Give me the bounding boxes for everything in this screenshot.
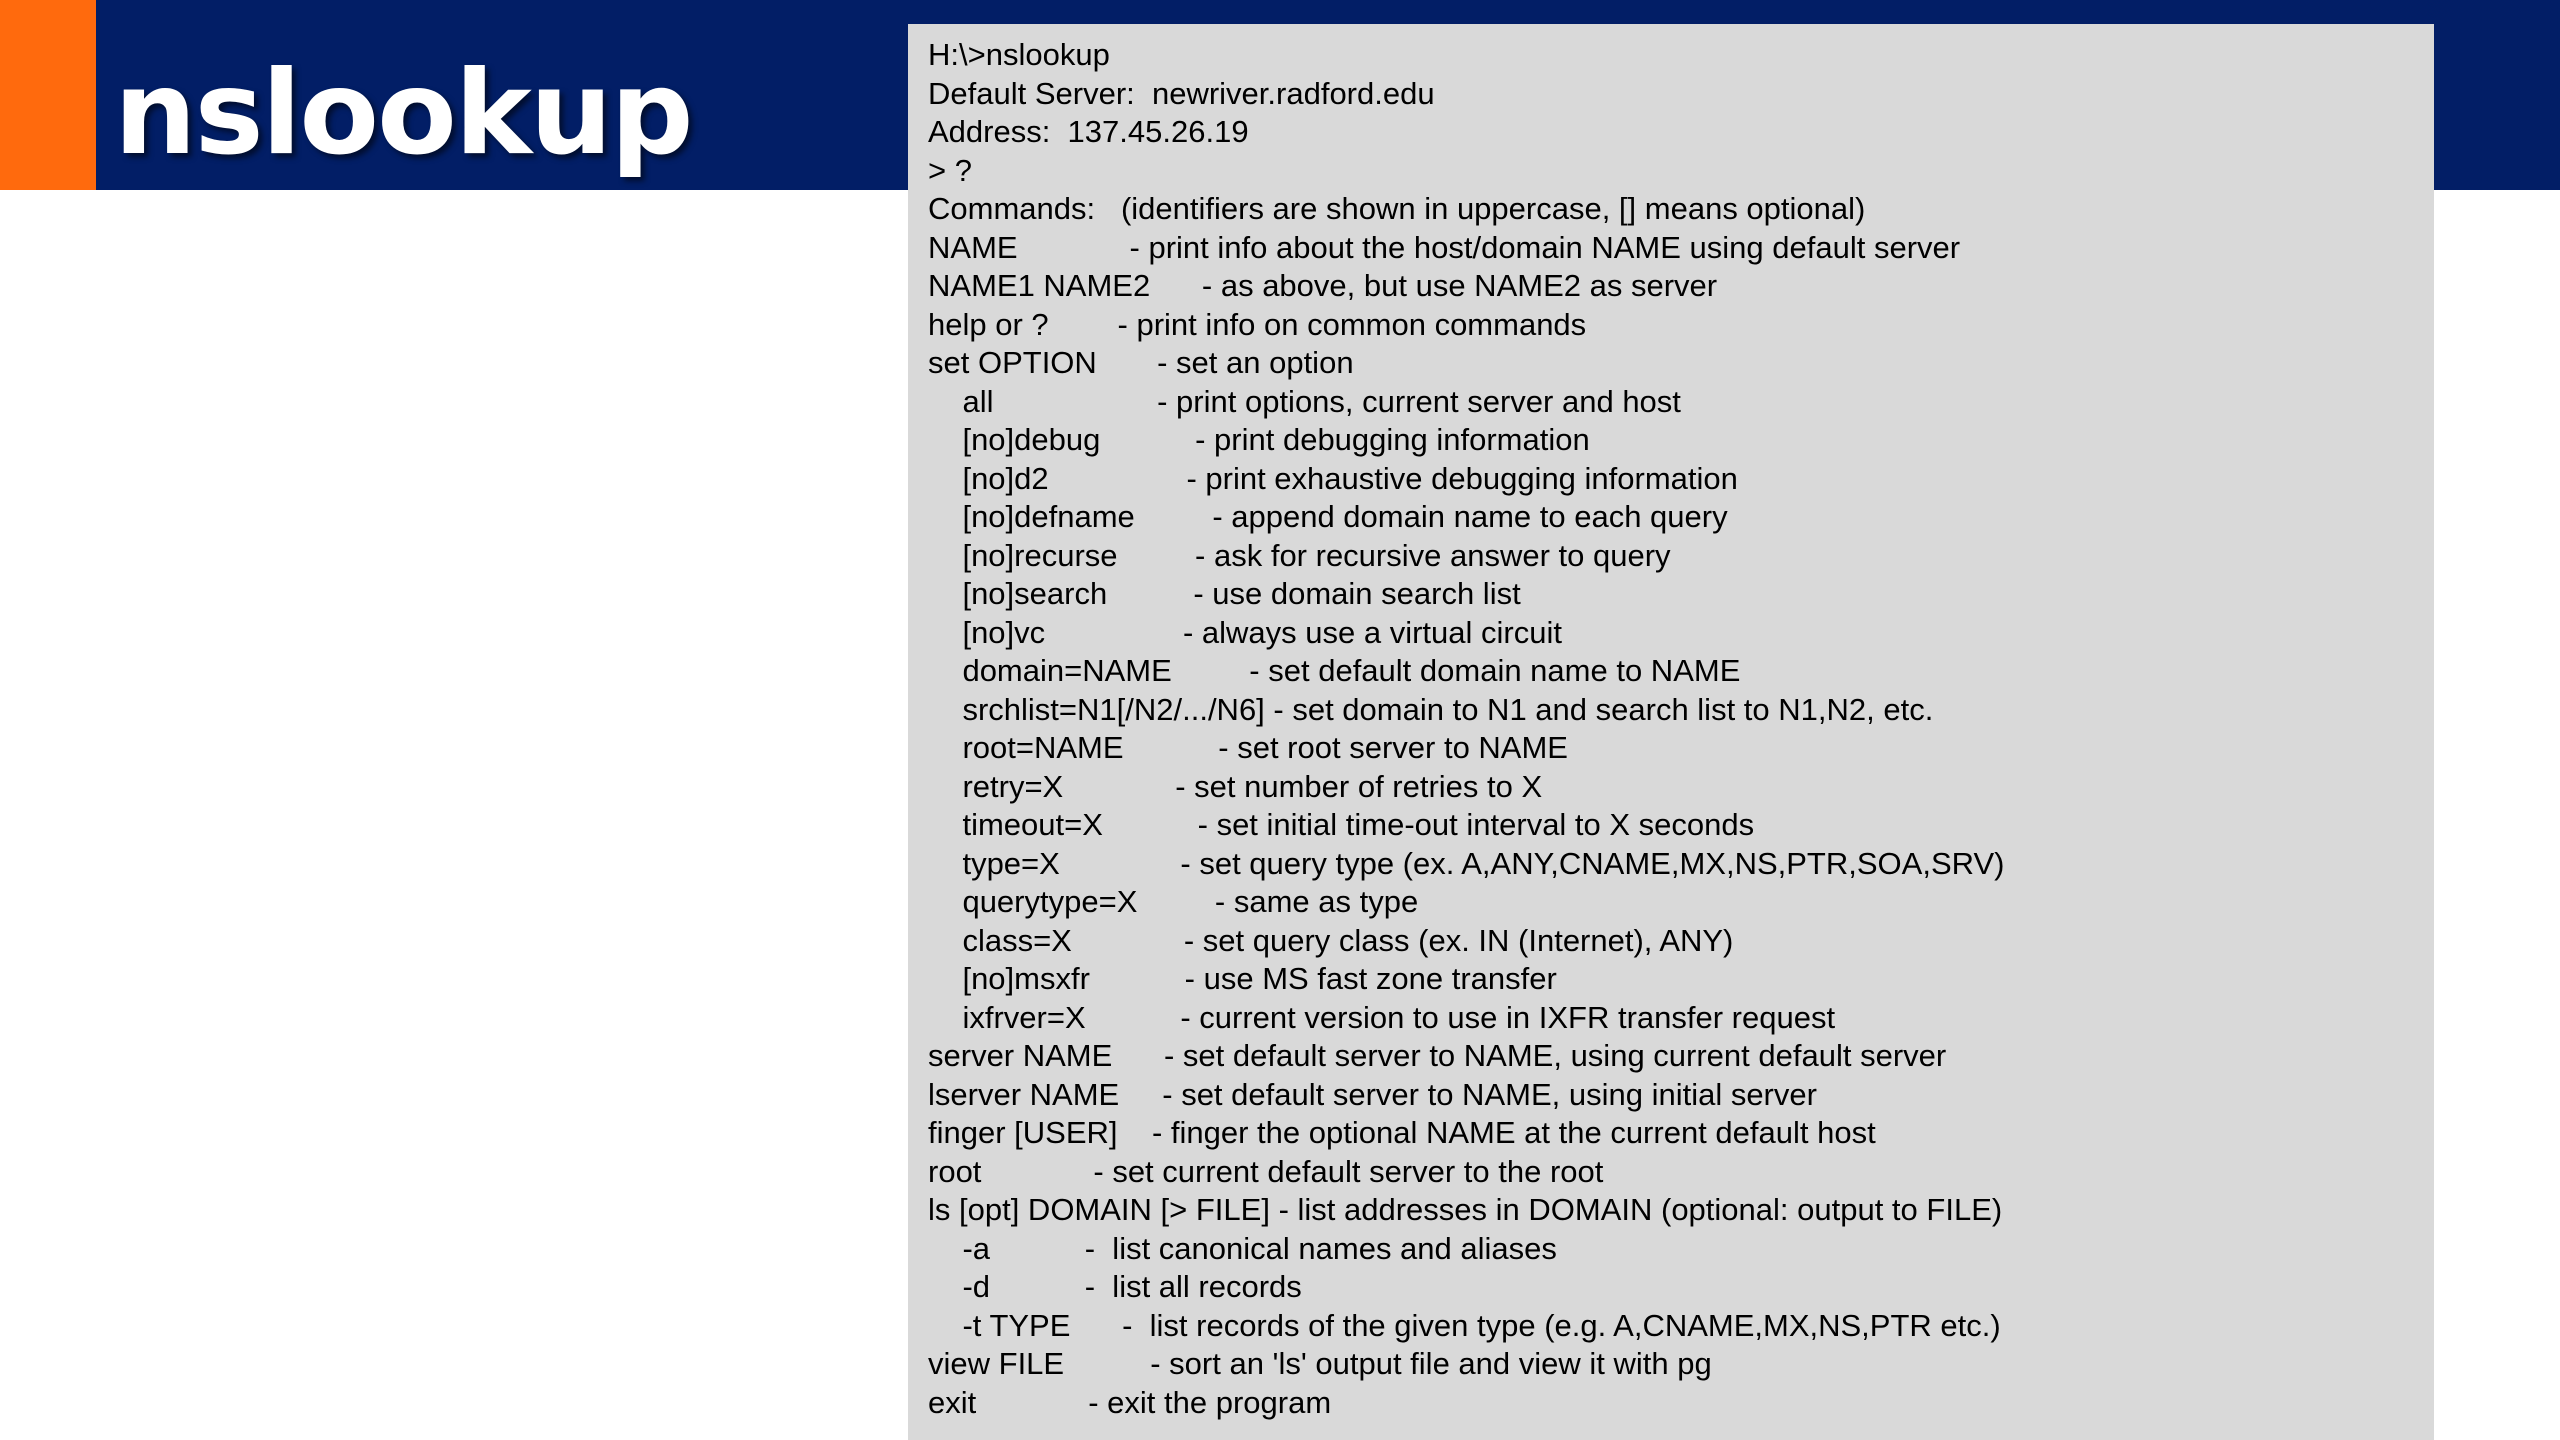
- terminal-line: [no]d2 - print exhaustive debugging information: [928, 460, 1738, 496]
- terminal-line: view FILE - sort an 'ls' output file and view it with pg: [928, 1346, 1712, 1381]
- terminal-line: [no]search - use domain search list: [928, 576, 1521, 611]
- terminal-line: NAME - print info about the host/domain NAME using default server: [928, 229, 1961, 265]
- terminal-line: querytype=X - same as type: [928, 884, 1419, 919]
- terminal-line: > ?: [928, 152, 972, 188]
- terminal-line: ixfrver=X - current version to use in IXFR transfer request: [928, 999, 1836, 1035]
- terminal-line: finger [USER] - finger the optional NAME at the current default host: [928, 1115, 1876, 1150]
- slide-title: nslookup: [114, 46, 692, 181]
- terminal-line: Commands: (identifiers are shown in uppercase, [] means optional): [928, 191, 1866, 226]
- terminal-line: [no]recurse - ask for recursive answer to query: [928, 537, 1671, 573]
- terminal-line: lserver NAME - set default server to NAME, using initial server: [928, 1076, 1817, 1112]
- terminal-line: retry=X - set number of retries to X: [928, 768, 1543, 804]
- terminal-line: H:\>nslookup: [928, 37, 1110, 72]
- terminal-line: srchlist=N1[/N2/.../N6] - set domain to N1 and search list to N1,N2, etc.: [928, 691, 1934, 727]
- terminal-line: exit - exit the program: [928, 1384, 1332, 1420]
- command-output-box: [908, 24, 2434, 1440]
- terminal-line: Address: 137.45.26.19: [928, 114, 1249, 149]
- terminal-line: domain=NAME - set default domain name to NAME: [928, 653, 1741, 688]
- terminal-line: -a - list canonical names and aliases: [928, 1230, 1557, 1266]
- terminal-line: server NAME - set default server to NAME, using current default server: [928, 1038, 1947, 1073]
- terminal-line: [no]msxfr - use MS fast zone transfer: [928, 961, 1557, 996]
- terminal-line: [no]vc - always use a virtual circuit: [928, 614, 1562, 650]
- terminal-line: Default Server: newriver.radford.edu: [928, 75, 1435, 111]
- terminal-line: [no]defname - append domain name to each query: [928, 499, 1728, 534]
- terminal-line: ls [opt] DOMAIN [> FILE] - list addresses in DOMAIN (optional: output to FILE): [928, 1192, 2003, 1227]
- terminal-line: -t TYPE - list records of the given type (e.g. A,CNAME,MX,NS,PTR etc.): [928, 1307, 2001, 1343]
- terminal-line: all - print options, current server and host: [928, 383, 1681, 419]
- terminal-line: root - set current default server to the root: [928, 1153, 1604, 1189]
- terminal-line: timeout=X - set initial time-out interval to X seconds: [928, 807, 1755, 842]
- terminal-line: root=NAME - set root server to NAME: [928, 730, 1568, 765]
- terminal-line: NAME1 NAME2 - as above, but use NAME2 as server: [928, 268, 1718, 303]
- orange-accent-block: [0, 0, 96, 190]
- terminal-line: set OPTION - set an option: [928, 345, 1354, 380]
- terminal-line: class=X - set query class (ex. IN (Internet), ANY): [928, 922, 1734, 958]
- terminal-line: type=X - set query type (ex. A,ANY,CNAME,MX,NS,PTR,SOA,SRV): [928, 845, 2005, 881]
- terminal-line: [no]debug - print debugging information: [928, 422, 1590, 457]
- terminal-line: help or ? - print info on common commands: [928, 306, 1587, 342]
- terminal-line: -d - list all records: [928, 1269, 1302, 1304]
